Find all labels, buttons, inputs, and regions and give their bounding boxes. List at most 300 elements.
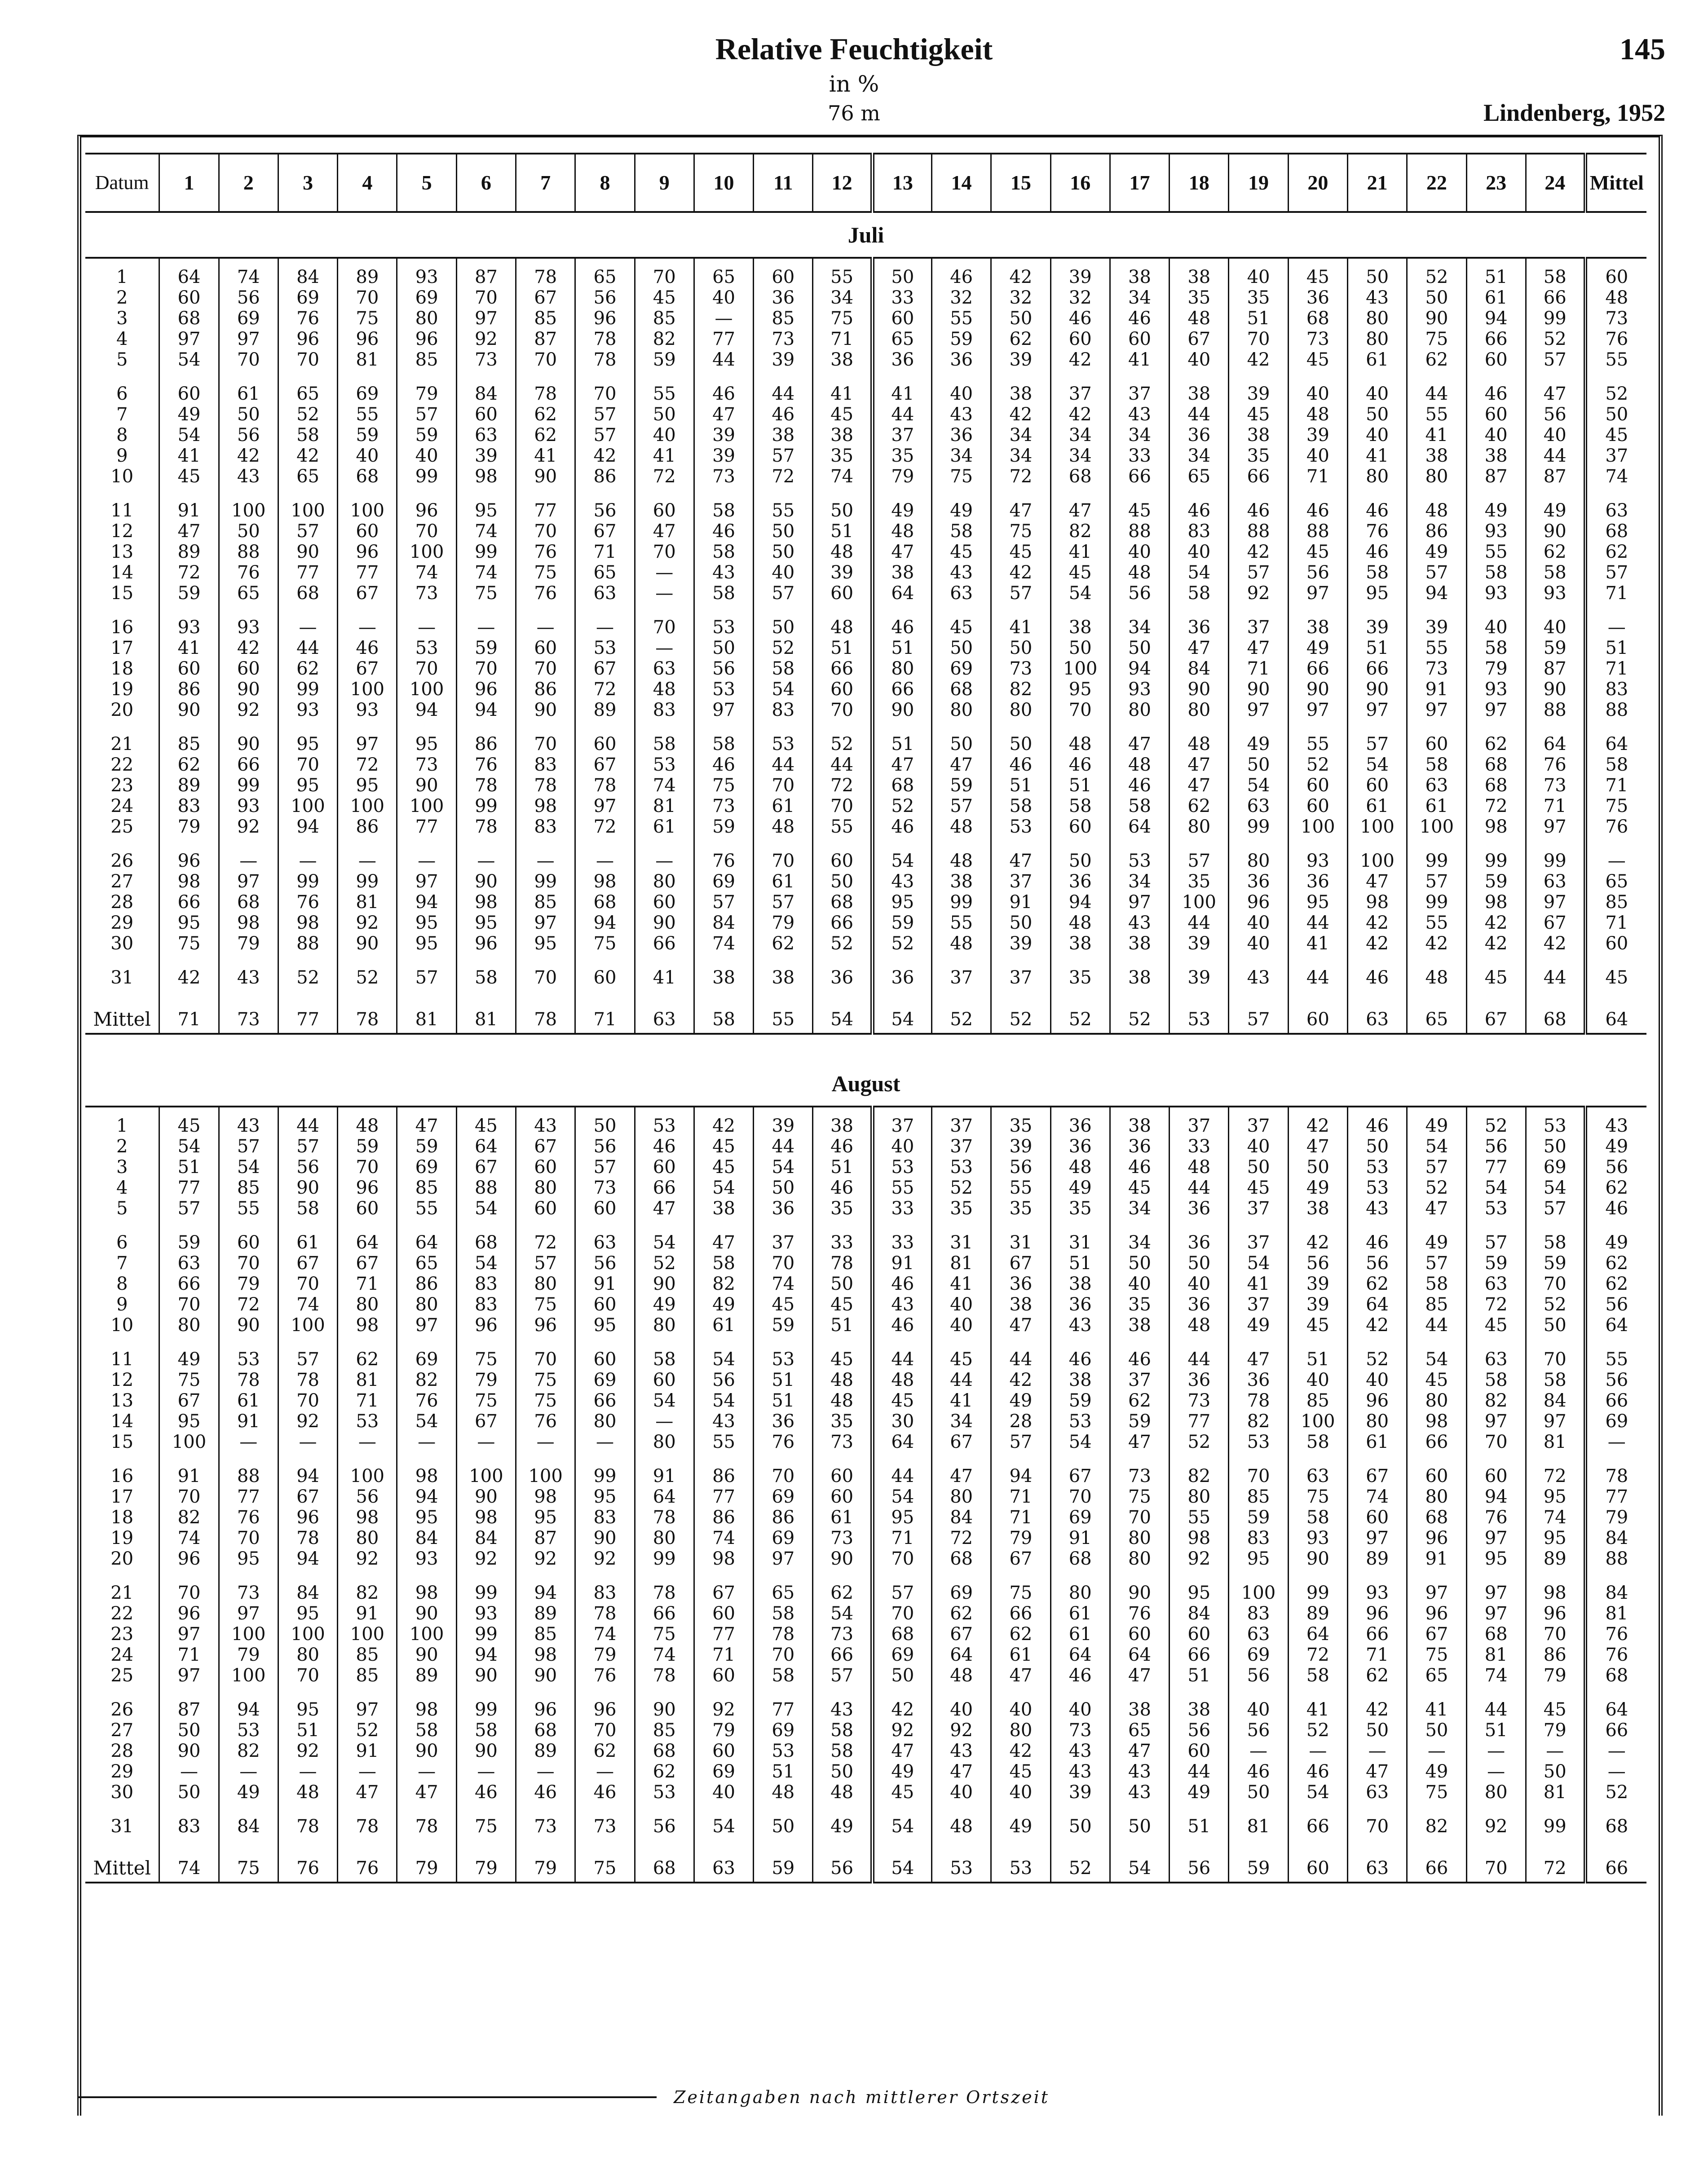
footnote: Zeitangaben nach mittlerer Ortszeit (674, 2087, 1050, 2107)
value-cell: 49 (1526, 500, 1585, 521)
value-cell: 54 (1407, 1136, 1466, 1157)
value-cell: 65 (575, 562, 635, 583)
value-cell: 60 (813, 1486, 872, 1507)
value-cell: 45 (1466, 1315, 1526, 1336)
value-cell: 85 (635, 1720, 694, 1741)
value-cell: 80 (159, 1315, 219, 1336)
value-cell: 55 (754, 500, 813, 521)
value-cell: 46 (694, 521, 753, 542)
mean-cell: 62 (1585, 1253, 1646, 1274)
value-cell: 64 (1110, 1645, 1169, 1665)
value-cell: 42 (1466, 933, 1526, 954)
value-cell: 80 (338, 1294, 397, 1315)
value-cell: 95 (219, 1548, 278, 1569)
value-cell: 94 (991, 1466, 1050, 1486)
value-cell: 76 (1526, 754, 1585, 775)
value-cell: 44 (1526, 445, 1585, 466)
date-cell: 19 (110, 679, 134, 700)
value-cell: 70 (754, 851, 813, 871)
column-header-mittel: Mittel (1585, 154, 1646, 212)
value-cell: 52 (872, 796, 931, 816)
value-cell: 61 (1050, 1624, 1110, 1645)
value-cell: 81 (932, 1253, 991, 1274)
value-cell: 95 (397, 913, 456, 933)
value-cell: 69 (932, 658, 991, 679)
value-cell: 54 (872, 851, 931, 871)
value-cell: 90 (1347, 679, 1407, 700)
mean-value-cell: 63 (1347, 1855, 1407, 1883)
value-cell: 74 (813, 466, 872, 487)
value-cell: 95 (1229, 1548, 1288, 1569)
value-cell: 64 (872, 1432, 931, 1452)
value-cell: 93 (1466, 521, 1526, 542)
value-cell: 91 (635, 1466, 694, 1486)
table-row (85, 1528, 1646, 1548)
value-cell: 90 (635, 1274, 694, 1294)
value-cell: 90 (219, 679, 278, 700)
value-cell: 61 (694, 1315, 753, 1336)
mean-cell: 84 (1585, 1528, 1646, 1548)
value-cell: 73 (575, 1177, 635, 1198)
value-cell: 35 (1170, 287, 1229, 308)
value-cell: 80 (1110, 1548, 1169, 1569)
value-cell: 95 (456, 913, 516, 933)
value-cell: — (516, 1761, 575, 1782)
value-cell: 100 (278, 1315, 337, 1336)
value-cell: 60 (1110, 329, 1169, 349)
value-cell: 63 (1347, 1782, 1407, 1803)
value-cell: 62 (575, 1741, 635, 1761)
value-cell: 71 (1526, 796, 1585, 816)
value-cell: 66 (1347, 658, 1407, 679)
value-cell: 98 (456, 1507, 516, 1528)
value-cell: 66 (635, 933, 694, 954)
value-cell: 46 (1050, 1665, 1110, 1686)
value-cell: — (456, 851, 516, 871)
value-cell: 98 (1347, 892, 1407, 913)
value-cell: 68 (516, 1720, 575, 1741)
value-cell: 36 (754, 287, 813, 308)
value-cell: 90 (397, 1603, 456, 1624)
value-cell: 69 (694, 871, 753, 892)
table-row (85, 1624, 1646, 1645)
value-cell: 39 (754, 1116, 813, 1136)
value-cell: 38 (1170, 1699, 1229, 1720)
table-row (85, 754, 1646, 775)
value-cell: 95 (1526, 1486, 1585, 1507)
value-cell: 97 (338, 1699, 397, 1720)
value-cell: 84 (932, 1507, 991, 1528)
value-cell: 60 (516, 638, 575, 658)
value-cell: 62 (635, 1761, 694, 1782)
value-cell: 38 (1110, 1116, 1169, 1136)
value-cell: 75 (694, 775, 753, 796)
value-cell: 35 (991, 1116, 1050, 1136)
value-cell: 52 (932, 1177, 991, 1198)
value-cell: 50 (1170, 1253, 1229, 1274)
value-cell: 80 (278, 1645, 337, 1665)
value-cell: 80 (1347, 329, 1407, 349)
value-cell: 72 (635, 466, 694, 487)
value-cell: 63 (456, 425, 516, 445)
value-cell: 46 (1110, 1349, 1169, 1370)
mean-cell: 76 (1585, 816, 1646, 837)
value-cell: 51 (1466, 267, 1526, 287)
value-cell: 80 (516, 1274, 575, 1294)
value-cell: 76 (1466, 1507, 1526, 1528)
value-cell: 53 (1466, 1198, 1526, 1219)
value-cell: 53 (575, 638, 635, 658)
value-cell: 99 (1407, 851, 1466, 871)
value-cell: 41 (991, 617, 1050, 638)
value-cell: 77 (278, 562, 337, 583)
value-cell: 76 (754, 1432, 813, 1452)
value-cell: 78 (516, 384, 575, 404)
value-cell: 90 (159, 1741, 219, 1761)
value-cell: 33 (872, 287, 931, 308)
mean-cell: 88 (1585, 1548, 1646, 1569)
value-cell: 48 (635, 679, 694, 700)
date-cell: 24 (110, 1645, 134, 1665)
value-cell: 82 (1050, 521, 1110, 542)
value-cell: 39 (991, 349, 1050, 370)
value-cell: 42 (1050, 349, 1110, 370)
mean-value-cell: 75 (219, 1855, 278, 1883)
value-cell: 96 (456, 679, 516, 700)
value-cell: 85 (754, 308, 813, 329)
value-cell: 95 (1170, 1583, 1229, 1603)
value-cell: 74 (278, 1294, 337, 1315)
value-cell: 68 (1050, 466, 1110, 487)
value-cell: 37 (991, 967, 1050, 988)
mean-value-cell: 66 (1407, 1855, 1466, 1883)
value-cell: 78 (516, 775, 575, 796)
value-cell: 37 (754, 1232, 813, 1253)
value-cell: 94 (1466, 1486, 1526, 1507)
table-row (85, 1507, 1646, 1528)
value-cell: 39 (1288, 1274, 1347, 1294)
value-cell: — (338, 1432, 397, 1452)
value-cell: 47 (1110, 734, 1169, 754)
value-cell: 50 (159, 1720, 219, 1741)
value-cell: 56 (1466, 1136, 1526, 1157)
table-row (85, 1665, 1646, 1686)
value-cell: 46 (1229, 1761, 1288, 1782)
value-cell: 67 (1050, 1466, 1110, 1486)
value-cell: 100 (338, 1624, 397, 1645)
value-cell: 67 (516, 287, 575, 308)
value-cell: 34 (991, 445, 1050, 466)
value-cell: 55 (1288, 734, 1347, 754)
value-cell: 47 (1347, 871, 1407, 892)
value-cell: 40 (338, 445, 397, 466)
mean-cell: 62 (1585, 1177, 1646, 1198)
table-row (85, 1741, 1646, 1761)
value-cell: 44 (932, 1370, 991, 1390)
value-cell: 52 (1526, 1294, 1585, 1315)
value-cell: 45 (1229, 1177, 1288, 1198)
table-row (85, 404, 1646, 425)
value-cell: 44 (1407, 1315, 1466, 1336)
value-cell: 99 (456, 1583, 516, 1603)
value-cell: 57 (872, 1583, 931, 1603)
value-cell: 46 (1229, 500, 1288, 521)
mean-value-cell: 57 (1229, 1006, 1288, 1034)
date-cell: 13 (110, 1390, 134, 1411)
value-cell: 98 (219, 913, 278, 933)
date-cell: 8 (116, 425, 128, 445)
value-cell: 53 (219, 1720, 278, 1741)
value-cell: 94 (1050, 892, 1110, 913)
value-cell: 94 (397, 892, 456, 913)
value-cell: 50 (991, 638, 1050, 658)
value-cell: 72 (159, 562, 219, 583)
value-cell: 36 (754, 1411, 813, 1432)
value-cell: 98 (516, 1486, 575, 1507)
value-cell: 36 (1170, 1370, 1229, 1390)
value-cell: 88 (456, 1177, 516, 1198)
value-cell: 70 (456, 287, 516, 308)
value-cell: 80 (932, 1486, 991, 1507)
value-cell: 46 (872, 816, 931, 837)
value-cell: 66 (159, 892, 219, 913)
value-cell: 44 (1170, 1761, 1229, 1782)
value-cell: — (338, 1761, 397, 1782)
value-cell: 50 (1110, 1816, 1169, 1837)
value-cell: 89 (159, 542, 219, 562)
value-cell: 97 (1110, 892, 1169, 913)
value-cell: 65 (1110, 1720, 1169, 1741)
mean-cell: 71 (1585, 583, 1646, 604)
value-cell: 92 (1466, 1816, 1526, 1837)
value-cell: 66 (813, 1645, 872, 1665)
value-cell: 97 (1466, 700, 1526, 720)
value-cell: 66 (1466, 329, 1526, 349)
mean-cell: 58 (1585, 754, 1646, 775)
column-header-hour: 3 (278, 154, 337, 212)
value-cell: 54 (159, 349, 219, 370)
value-cell: 75 (1407, 1782, 1466, 1803)
value-cell: 75 (456, 1390, 516, 1411)
value-cell: 37 (1170, 1116, 1229, 1136)
value-cell: 41 (159, 445, 219, 466)
column-header-hour: 18 (1170, 154, 1229, 212)
value-cell: 90 (1526, 521, 1585, 542)
value-cell: — (219, 1432, 278, 1452)
value-cell: 56 (219, 287, 278, 308)
value-cell: 49 (635, 1294, 694, 1315)
value-cell: 57 (219, 1136, 278, 1157)
value-cell: 67 (159, 1390, 219, 1411)
altitude-label: 76 m (828, 101, 880, 125)
value-cell: 88 (1526, 700, 1585, 720)
mean-cell: 68 (1585, 521, 1646, 542)
table-row (85, 308, 1646, 329)
value-cell: 78 (456, 775, 516, 796)
value-cell: 38 (1170, 267, 1229, 287)
value-cell: 51 (754, 1370, 813, 1390)
value-cell: — (516, 1432, 575, 1452)
value-cell: 48 (932, 851, 991, 871)
value-cell: 52 (1288, 754, 1347, 775)
value-cell: 43 (1347, 1198, 1407, 1219)
value-cell: 44 (1170, 404, 1229, 425)
value-cell: 99 (456, 542, 516, 562)
value-cell: 81 (1466, 1645, 1526, 1665)
value-cell: — (338, 851, 397, 871)
value-cell: 68 (456, 1232, 516, 1253)
value-cell: 40 (1347, 1370, 1407, 1390)
table-row (85, 1603, 1646, 1624)
value-cell: — (219, 1761, 278, 1782)
value-cell: 38 (1170, 384, 1229, 404)
value-cell: 70 (278, 1390, 337, 1411)
value-cell: 71 (1347, 1645, 1407, 1665)
value-cell: 75 (932, 466, 991, 487)
value-cell: 57 (1407, 1253, 1466, 1274)
value-cell: 84 (456, 1528, 516, 1548)
column-header-hour: 15 (991, 154, 1050, 212)
value-cell: 57 (1526, 1198, 1585, 1219)
date-cell: 13 (110, 542, 134, 562)
value-cell: 42 (1229, 542, 1288, 562)
value-cell: 59 (1229, 1507, 1288, 1528)
value-cell: 44 (1407, 384, 1466, 404)
value-cell: 98 (456, 892, 516, 913)
value-cell: 85 (516, 308, 575, 329)
value-cell: 54 (694, 1390, 753, 1411)
value-cell: 96 (1526, 1603, 1585, 1624)
value-cell: 40 (1466, 425, 1526, 445)
value-cell: 54 (456, 1198, 516, 1219)
date-cell: 7 (116, 1253, 128, 1274)
value-cell: 43 (694, 1411, 753, 1432)
value-cell: 90 (278, 1177, 337, 1198)
value-cell: 43 (932, 562, 991, 583)
value-cell: 92 (694, 1699, 753, 1720)
value-cell: 91 (159, 500, 219, 521)
value-cell: 70 (159, 1294, 219, 1315)
value-cell: 50 (1050, 851, 1110, 871)
value-cell: 80 (1347, 466, 1407, 487)
value-cell: — (1466, 1761, 1526, 1782)
value-cell: 57 (397, 404, 456, 425)
value-cell: 65 (278, 384, 337, 404)
value-cell: 87 (159, 1699, 219, 1720)
value-cell: 50 (1110, 1253, 1169, 1274)
value-cell: 51 (813, 1157, 872, 1177)
value-cell: 38 (1050, 1274, 1110, 1294)
value-cell: 72 (813, 775, 872, 796)
value-cell: 46 (991, 754, 1050, 775)
value-cell: 57 (575, 404, 635, 425)
value-cell: 68 (872, 1624, 931, 1645)
value-cell: 46 (1050, 308, 1110, 329)
value-cell: 39 (754, 349, 813, 370)
value-cell: 51 (1229, 308, 1288, 329)
value-cell: 99 (635, 1548, 694, 1569)
value-cell: 56 (219, 425, 278, 445)
value-cell: 80 (635, 1432, 694, 1452)
value-cell: — (278, 851, 337, 871)
value-cell: 73 (219, 1583, 278, 1603)
mean-row-label: Mittel (85, 1855, 159, 1883)
value-cell: 41 (1407, 1699, 1466, 1720)
value-cell: 71 (1288, 466, 1347, 487)
value-cell: 50 (159, 1782, 219, 1803)
value-cell: 98 (694, 1548, 753, 1569)
value-cell: 38 (872, 562, 931, 583)
value-cell: 97 (1466, 1411, 1526, 1432)
value-cell: 70 (159, 1486, 219, 1507)
value-cell: 50 (1347, 1136, 1407, 1157)
value-cell: 68 (872, 775, 931, 796)
value-cell: 51 (1050, 775, 1110, 796)
value-cell: 60 (635, 1370, 694, 1390)
value-cell: 38 (991, 384, 1050, 404)
value-cell: 60 (1466, 1466, 1526, 1486)
value-cell: — (694, 308, 753, 329)
value-cell: 81 (338, 1370, 397, 1390)
date-cell: 3 (116, 1157, 128, 1177)
value-cell: 60 (1466, 404, 1526, 425)
value-cell: 95 (278, 775, 337, 796)
value-cell: 55 (1407, 404, 1466, 425)
value-cell: 66 (1110, 466, 1169, 487)
value-cell: 58 (1526, 1232, 1585, 1253)
value-cell: 76 (397, 1390, 456, 1411)
value-cell: 58 (1526, 562, 1585, 583)
mean-cell: 62 (1585, 542, 1646, 562)
value-cell: 44 (754, 1136, 813, 1157)
mean-value-cell: 78 (516, 1006, 575, 1034)
value-cell: 36 (813, 967, 872, 988)
value-cell: 98 (1407, 1411, 1466, 1432)
value-cell: 58 (1466, 562, 1526, 583)
value-cell: 80 (1407, 1486, 1466, 1507)
value-cell: 40 (991, 1782, 1050, 1803)
value-cell: 68 (1288, 308, 1347, 329)
value-cell: 99 (1466, 851, 1526, 871)
value-cell: 59 (1110, 1411, 1169, 1432)
value-cell: 37 (932, 967, 991, 988)
value-cell: 91 (338, 1741, 397, 1761)
value-cell: 75 (1288, 1486, 1347, 1507)
mean-cell: 50 (1585, 404, 1646, 425)
value-cell: 67 (278, 1253, 337, 1274)
value-cell: 40 (1526, 617, 1585, 638)
value-cell: 39 (456, 445, 516, 466)
value-cell: 56 (991, 1157, 1050, 1177)
value-cell: 52 (1407, 1177, 1466, 1198)
value-cell: 33 (1110, 445, 1169, 466)
value-cell: 59 (338, 425, 397, 445)
value-cell: 93 (1288, 1528, 1347, 1548)
date-cell: 28 (110, 892, 134, 913)
value-cell: 49 (1407, 1116, 1466, 1136)
value-cell: 78 (278, 1816, 337, 1837)
mean-cell: 43 (1585, 1116, 1646, 1136)
mean-value-cell: 79 (456, 1855, 516, 1883)
value-cell: 53 (635, 754, 694, 775)
value-cell: 38 (932, 871, 991, 892)
value-cell: 60 (1288, 796, 1347, 816)
value-cell: 35 (1050, 967, 1110, 988)
value-cell: 75 (813, 308, 872, 329)
value-cell: 69 (754, 1720, 813, 1741)
value-cell: 37 (1110, 1370, 1169, 1390)
value-cell: 81 (338, 349, 397, 370)
